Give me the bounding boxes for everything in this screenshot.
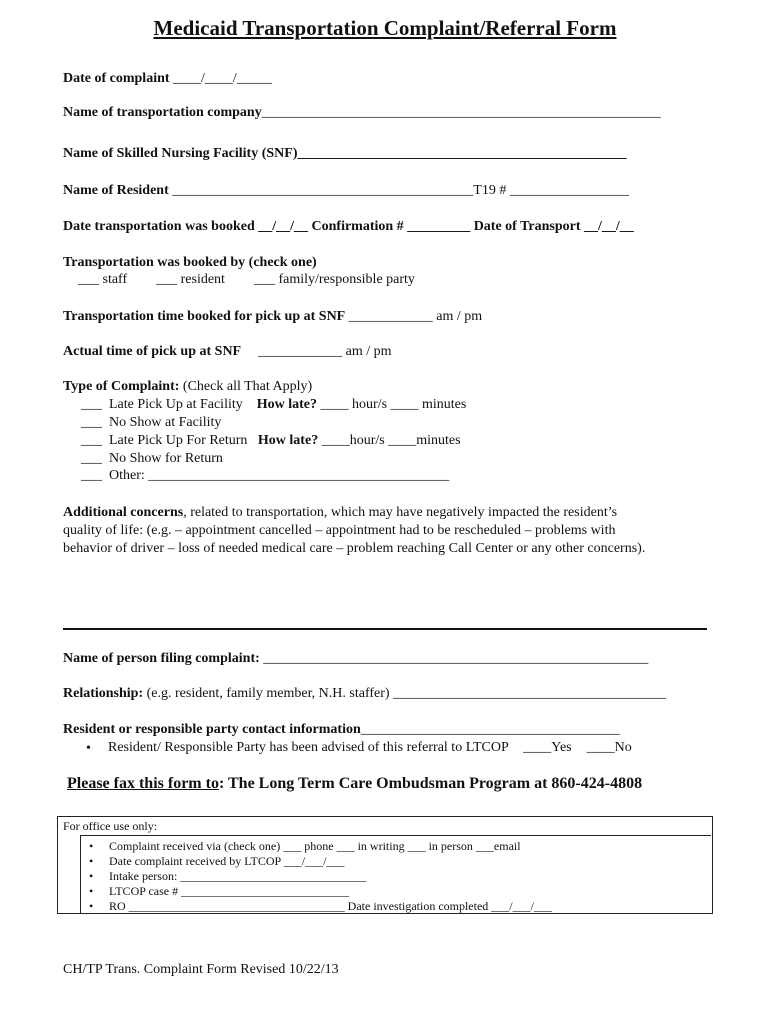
additional-concerns-label: Additional concerns (63, 505, 184, 520)
relationship-row (63, 686, 666, 702)
pickup-booked-field[interactable]: ____________ am / pm (348, 309, 483, 324)
complaint-item-text: No Show at Facility (109, 415, 222, 430)
office-use-list (80, 835, 711, 913)
complaint-type-note: (Check all That Apply) (182, 379, 313, 394)
complaint-item-text: No Show for Return (109, 451, 223, 466)
relationship-label: Relationship: (63, 686, 144, 701)
office-item-received-via[interactable]: Complaint received via (check one) ___ phone ___ in writing ___ in person ___email (109, 839, 521, 853)
filer-row (63, 651, 648, 667)
date-of-complaint-row (63, 71, 272, 87)
complaint-item-text: Late Pick Up at Facility (109, 397, 243, 412)
pickup-actual-label: Actual time of pick up at SNF (63, 344, 242, 359)
bullet-icon: • (89, 884, 94, 898)
transport-company-field[interactable]: _________________________________________________________ (261, 105, 661, 120)
complaint-item-noshow-return[interactable] (81, 451, 223, 467)
transport-company-label: Name of transportation company (63, 105, 262, 120)
snf-row (63, 146, 627, 162)
fax-instruction (67, 775, 642, 793)
booked-by-options (78, 272, 415, 288)
form-title: Medicaid Transportation Complaint/Referral Form (153, 16, 617, 40)
contact-label: Resident or responsible party contact information (63, 722, 361, 737)
bullet-icon: • (89, 854, 94, 868)
transport-company-row (63, 105, 661, 121)
footer-revision: CH/TP Trans. Complaint Form Revised 10/22/13 (63, 962, 339, 977)
booked-by-text: Transportation was booked by (check one) (63, 255, 317, 270)
additional-concerns-line2: quality of life: (e.g. – appointment cancelled – appointment had to be rescheduled – problems with (63, 523, 616, 538)
pickup-booked-row (63, 309, 482, 325)
bullet-icon: • (89, 899, 94, 913)
transport-date-label: Date of Transport (473, 219, 581, 234)
resident-field[interactable]: ___________________________________________ (172, 183, 474, 198)
additional-concerns-text: , related to transportation, which may have negatively impacted the resident’s (183, 505, 618, 520)
checkbox-blank[interactable]: ___ (81, 451, 102, 466)
confirmation-field[interactable]: _________ (407, 219, 471, 234)
complaint-item-late-facility[interactable] (81, 397, 466, 413)
office-use-box (57, 816, 713, 914)
snf-label: Name of Skilled Nursing Facility (SNF) (63, 146, 298, 161)
relationship-field[interactable]: _______________________________________ (393, 686, 667, 701)
booked-date-field[interactable]: __/__/__ (258, 219, 309, 234)
pickup-actual-field[interactable]: ____________ am / pm (258, 344, 392, 359)
snf-field[interactable]: _______________________________________________ (297, 146, 627, 161)
checkbox-blank[interactable]: ___ (81, 397, 102, 412)
contact-field[interactable]: _____________________________________ (360, 722, 620, 737)
how-late-label: How late? (256, 397, 318, 412)
how-late-label: How late? (257, 433, 319, 448)
pickup-actual-row (63, 344, 392, 360)
resident-row (63, 183, 629, 199)
relationship-note: (e.g. resident, family member, N.H. staffer) (146, 686, 390, 701)
booked-date-label: Date transportation was booked (63, 219, 255, 234)
office-item-case-number[interactable]: LTCOP case # ____________________________ (109, 884, 350, 898)
additional-concerns-line1 (63, 505, 617, 521)
complaint-type-label: Type of Complaint: (63, 379, 180, 394)
contact-row (63, 722, 620, 738)
booked-by-staff[interactable]: ___ staff (78, 272, 128, 287)
transport-date-field[interactable]: __/__/__ (584, 219, 634, 234)
filer-label: Name of person filing complaint: (63, 651, 260, 666)
booked-by-family[interactable]: ___ family/responsible party (253, 272, 415, 287)
complaint-item-text: Late Pick Up For Return (109, 433, 248, 448)
checkbox-blank[interactable]: ___ (81, 415, 102, 430)
date-of-complaint-label: Date of complaint (63, 71, 170, 86)
checkbox-blank[interactable]: ___ (81, 433, 102, 448)
fax-label: Please fax this form to (67, 775, 219, 792)
booked-by-label (63, 255, 317, 271)
complaint-type-heading (63, 379, 312, 395)
booked-row (63, 219, 634, 235)
booked-by-resident[interactable]: ___ resident (156, 272, 225, 287)
bullet-icon: • (89, 839, 94, 853)
bullet-icon: • (86, 741, 91, 756)
t19-field[interactable]: _________________ (509, 183, 629, 198)
additional-concerns-line3: behavior of driver – loss of needed medical care – problem reaching Call Center or any other concerns). (63, 541, 646, 556)
resident-label: Name of Resident (63, 183, 169, 198)
complaint-item-text[interactable]: Other: ___________________________________________ (109, 468, 450, 483)
filer-field[interactable]: _______________________________________________________ (263, 651, 649, 666)
advised-text: Resident/ Responsible Party has been advised of this referral to LTCOP (108, 740, 509, 755)
complaint-item-other[interactable] (81, 468, 449, 484)
confirmation-label: Confirmation # (311, 219, 404, 234)
advised-no[interactable]: ____No (586, 740, 632, 755)
office-item-date-received[interactable]: Date complaint received by LTCOP ___/___/___ (109, 854, 345, 868)
advised-row (108, 740, 632, 756)
office-item-intake-person[interactable]: Intake person: _______________________________ (109, 869, 367, 883)
concerns-writing-line[interactable] (63, 628, 707, 630)
advised-yes[interactable]: ____Yes (523, 740, 572, 755)
bullet-icon: • (89, 869, 94, 883)
how-late-field[interactable]: ____ hour/s ____ minutes (320, 397, 467, 412)
checkbox-blank[interactable]: ___ (81, 468, 102, 483)
date-of-complaint-field[interactable]: ____/____/_____ (173, 71, 272, 86)
pickup-booked-label: Transportation time booked for pick up at SNF (63, 309, 346, 324)
how-late-field[interactable]: ____hour/s ____minutes (321, 433, 461, 448)
office-use-header: For office use only: (63, 819, 158, 833)
t19-label: T19 # (473, 183, 507, 198)
complaint-item-noshow-facility[interactable] (81, 415, 221, 431)
complaint-item-late-return[interactable] (81, 433, 461, 449)
office-item-ro[interactable]: RO ____________________________________ Date investigation completed ___/___/___ (109, 899, 552, 913)
fax-text: : The Long Term Care Ombudsman Program at 860-424-4808 (218, 775, 643, 792)
